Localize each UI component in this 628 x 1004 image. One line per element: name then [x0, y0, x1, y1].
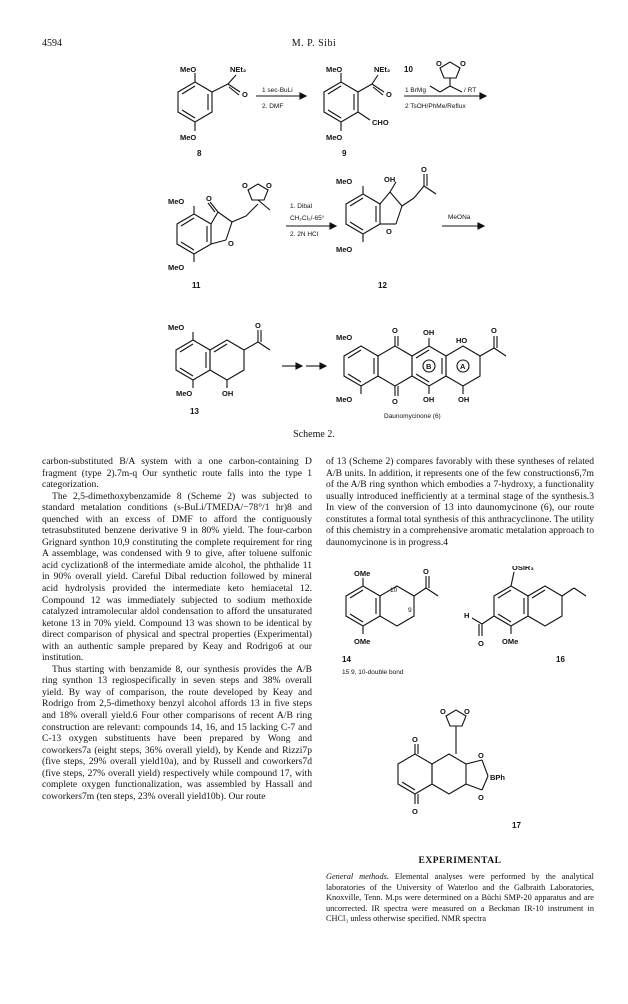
label-o: O [386, 227, 392, 236]
label-oh: OH [423, 395, 435, 404]
label-o: O [206, 194, 212, 203]
daunomycinone-caption: Daunomycinone (6) [384, 413, 441, 420]
position-9: 9 [408, 607, 412, 614]
label-o: O [478, 751, 484, 760]
label-meo: MeO [180, 65, 197, 74]
compound-16-number: 16 [556, 655, 565, 664]
reagent-dmf: 2. DMF [262, 103, 284, 110]
reagent-tsoh: 2 TsOH/PhMe/Reflux [405, 103, 466, 110]
reagent-brmg: 1 BrMg [405, 87, 426, 94]
compound-8-structure [178, 73, 240, 131]
position-10: 10 [390, 587, 398, 594]
label-meo: MeO [180, 133, 197, 142]
ring-a-label: A [460, 362, 466, 371]
label-o: O [421, 165, 427, 174]
label-o: O [412, 735, 418, 744]
label-cho: CHO [372, 118, 389, 127]
compound-8-number: 8 [197, 149, 202, 158]
label-o: O [423, 567, 429, 576]
reagent-dibal: 1. Dibal [290, 203, 313, 210]
label-o: O [440, 707, 446, 716]
compound-15-label: 15 9, 10-double bond [342, 669, 404, 676]
label-meo: MeO [168, 323, 185, 332]
label-net2: NEt₂ [374, 65, 391, 74]
ring-b-label: B [426, 362, 432, 371]
body-left-column [42, 456, 312, 802]
label-meo: MeO [336, 333, 353, 342]
label-net2: NEt₂ [230, 65, 247, 74]
label-meo: MeO [326, 65, 343, 74]
label-meo: MeO [168, 197, 185, 206]
label-osir3: OSiR₃ [512, 566, 534, 572]
reagent-ch2cl2: CH₂Cl₂/-65° [290, 215, 325, 222]
label-ome: OMe [502, 637, 519, 646]
label-oh: OH [458, 395, 470, 404]
label-o: O [412, 807, 418, 816]
compounds-14-17-figure [326, 566, 626, 856]
paragraph: The 2,5-dimethoxybenzamide 8 (Scheme 2) was subjected to standard metalation conditions (s-BuLi/TMEDA/−78°/1 hr)8 and quenched with an excess of DMF to afford the contiguously tetrasubstituted benzene derivative 9 in 80% yield. The four-carbon Grignard synthon 10,9 constituting the complete requirement for ring A assemblage, was condensed with 9 to give, after toluene sulfonic acid cyclization8 of the intermediate amide alcohol, the phthalide 11 in 90% overall yield. Careful Dibal reduction followed by mineral acid hydrolysis provided the intermediate keto hemiacetal 12. Compound 12 was immediately subjected to sodium methoxide catalyzed intramolecular aldol condensation to afford the unsaturated ketone 13 in 70% yield. Compound 13 was shown to be identical by direct comparison of physical and spectral properties (Experimental) with an authentic sample prepared by Keay and Rodrigo6 at our institution. [42, 490, 312, 664]
label-meo: MeO [336, 245, 353, 254]
paragraph: of 13 (Scheme 2) compares favorably with these syntheses of related A/B units. In addition, it represents one of the few constructions6,7m of the A/B ring synthon which embodies a 7-hydroxy, a functionality usually introduced inefficiently at a terminal stage of the synthesis.3 In view of the conversion of 13 into daunomycinone (6), our route constitutes a formal total synthesis of this anthracyclinone. The utility of this chemistry in a comprehensive aromatic metalation approach to daunomycinone is in progress.4 [326, 456, 594, 548]
compound-12-number: 12 [378, 281, 387, 290]
label-o: O [228, 239, 234, 248]
compound-11-number: 11 [192, 281, 201, 290]
label-bph: BPh [490, 773, 505, 782]
experimental-heading: EXPERIMENTAL [418, 856, 502, 866]
compound-14-structure [346, 576, 438, 634]
label-oh: OH [384, 175, 396, 184]
compound-13-structure [176, 330, 270, 388]
label-o: O [255, 321, 261, 330]
label-o: O [386, 90, 392, 99]
label-o: O [266, 181, 272, 190]
compound-11-structure [177, 184, 270, 262]
compound-14-number: 14 [342, 655, 351, 664]
label-o: O [392, 397, 398, 406]
compound-9-number: 9 [342, 149, 347, 158]
label-h: H [464, 611, 470, 620]
compound-10-number: 10 [404, 65, 413, 74]
label-ome: OMe [354, 637, 371, 646]
scheme-2-figure [0, 0, 628, 425]
label-ho: HO [456, 336, 468, 345]
page-number: 4594 [42, 38, 62, 49]
reagent-sec-buli: 1 sec-BuLi [262, 87, 293, 94]
label-o: O [242, 90, 248, 99]
label-oh: OH [222, 389, 234, 398]
label-o: O [478, 639, 484, 648]
running-author: M. P. Sibi [291, 38, 337, 49]
reagent-rt: / RT [464, 87, 477, 94]
label-o: O [478, 793, 484, 802]
label-o: O [436, 59, 442, 68]
label-meo: MeO [336, 395, 353, 404]
scheme-title: Scheme 2. [293, 429, 335, 440]
daunomycinone-structure [344, 336, 506, 396]
label-oh: OH [423, 328, 435, 337]
compound-17-number: 17 [512, 821, 521, 830]
label-o: O [460, 59, 466, 68]
label-ome: OMe [354, 569, 371, 578]
experimental-paragraph [326, 872, 594, 925]
reagent-hcl: 2. 2N HCl [290, 231, 319, 238]
label-o: O [242, 181, 248, 190]
label-meo: MeO [336, 177, 353, 186]
compound-13-number: 13 [190, 407, 199, 416]
compound-16-structure [472, 572, 586, 636]
label-o: O [392, 326, 398, 335]
label-o: O [464, 707, 470, 716]
experimental-lead: General methods. [326, 872, 389, 881]
label-meo: MeO [176, 389, 193, 398]
reagent-meona: MeONa [448, 214, 471, 221]
experimental-text: Elemental analyses were performed by the analytical laboratories of the University of Waterloo and the Galbraith Laboratories, Knoxville, Tenn. M.ps were determined on a Büchi SMP-20 apparatus and are uncorrected. IR spectra were measured on a Beckman IR-10 instrument in CHCl₃ unless otherwise specified. NMR spectra [326, 872, 594, 923]
label-meo: MeO [168, 263, 185, 272]
label-meo: MeO [326, 133, 343, 142]
compound-17-structure [398, 710, 488, 804]
body-right-column [326, 456, 594, 548]
grignard-10-structure [430, 62, 462, 92]
label-o: O [491, 326, 497, 335]
paragraph: carbon-substituted B/A system with a one carbon-containing D fragment (type 2).7m-q Our synthetic route falls into the type 1 categorization. [42, 456, 312, 491]
paragraph: Thus starting with benzamide 8, our synthesis provides the A/B ring synthon 13 regiospecifically in seven steps and 38% overall yield. By way of comparison, the route developed by Keay and Rodrigo from 2,5-dimethoxy benzyl alcohol affords 13 in five steps and 18% overall yield.6 Four other comparisons of recent A/B ring construction are relevant: compounds 14, 16, and 15 lacking C-7 and C-13 oxygen substituents have been prepared by Wong and coworkers7a (eight steps, 36% overall yield), by Kende and Rizzi7p (five steps, 29% overall yield10a), and by Russell and coworkers7d (five steps, 27% overall yield) respectively while compound 17, with complete oxygen functionalization, was assembled by Hassall and coworkers7m (ten steps, 23% overall yield10b). Our route [42, 663, 312, 802]
